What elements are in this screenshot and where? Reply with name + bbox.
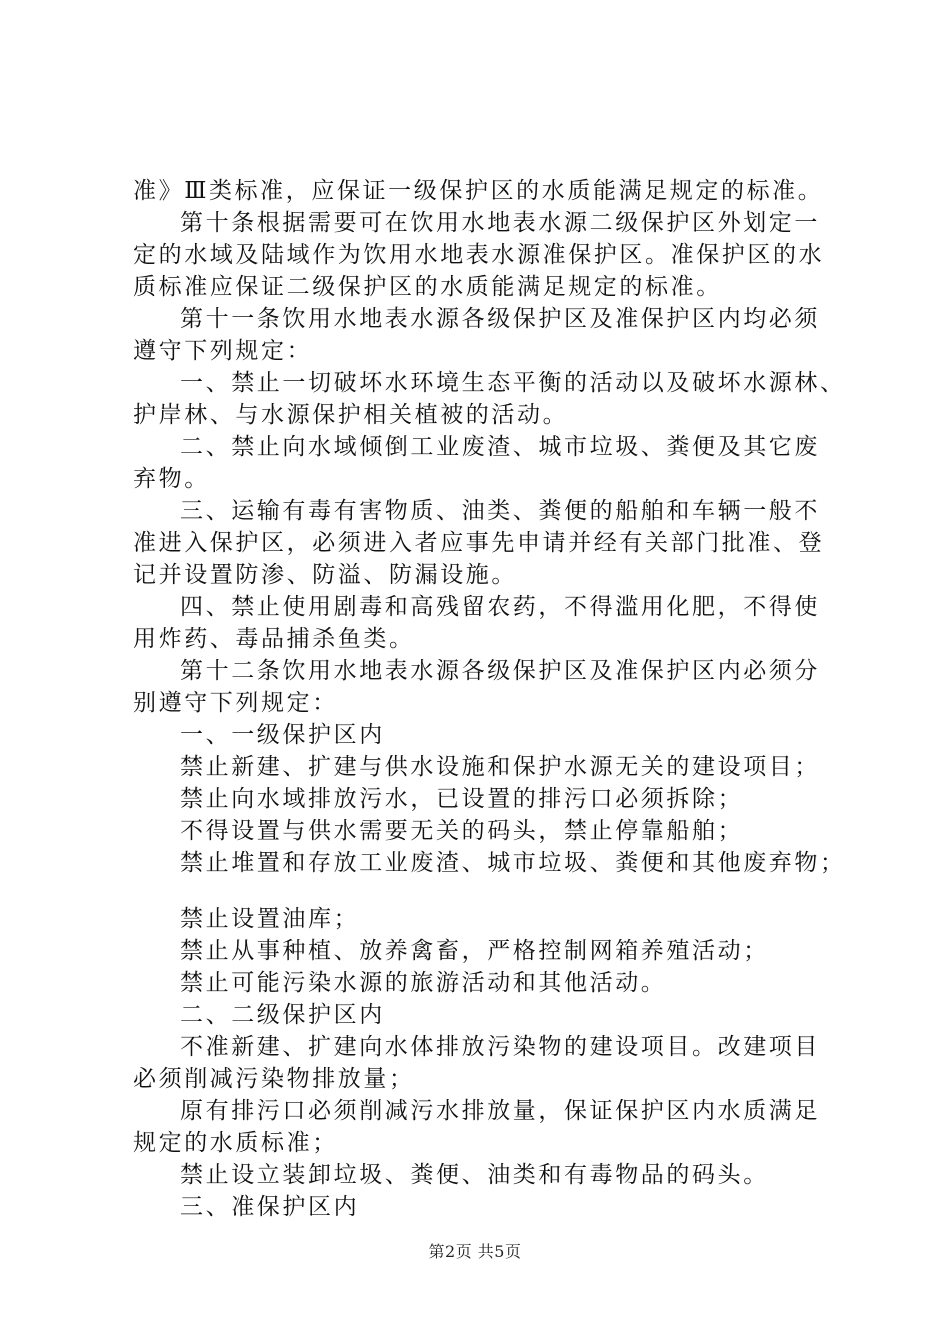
paragraph-line: 禁止设立装卸垃圾、粪便、油类和有毒物品的码头。 [180, 1162, 769, 1188]
paragraph-line: 规定的水质标准； [133, 1130, 338, 1156]
paragraph-line: 护岸林、与水源保护相关植被的活动。 [133, 402, 569, 428]
paragraph-line: 四、禁止使用剧毒和高残留农药，不得滥用化肥，不得使 [180, 594, 820, 620]
section-heading: 三、准保护区内 [180, 1194, 360, 1220]
paragraph-line: 准》Ⅲ类标准，应保证一级保护区的水质能满足规定的标准。 [133, 178, 824, 204]
paragraph-line: 必须削减污染物排放量； [133, 1066, 415, 1092]
paragraph-line: 三、运输有毒有害物质、油类、粪便的船舶和车辆一般不 [180, 498, 820, 524]
paragraph-line: 禁止堆置和存放工业废渣、城市垃圾、粪便和其他废弃物； [180, 850, 846, 876]
paragraph-line: 禁止向水域排放污水，已设置的排污口必须拆除； [180, 786, 744, 812]
paragraph-line: 定的水域及陆域作为饮用水地表水源准保护区。准保护区的水 [133, 242, 825, 268]
paragraph-line: 质标准应保证二级保护区的水质能满足规定的标准。 [133, 274, 722, 300]
paragraph-line: 准进入保护区，必须进入者应事先申请并经有关部门批准、登 [133, 530, 825, 556]
paragraph-line: 禁止新建、扩建与供水设施和保护水源无关的建设项目； [180, 754, 820, 780]
paragraph-line: 不得设置与供水需要无关的码头，禁止停靠船舶； [180, 818, 744, 844]
paragraph-line: 第十条根据需要可在饮用水地表水源二级保护区外划定一 [180, 210, 820, 236]
page-footer: 第2页 共5页 [428, 1242, 522, 1261]
paragraph-line: 第十一条饮用水地表水源各级保护区及准保护区内均必须 [180, 306, 820, 332]
paragraph-line: 用炸药、毒品捕杀鱼类。 [133, 626, 415, 652]
paragraph-line: 弃物。 [133, 466, 210, 492]
paragraph-line: 禁止设置油库； [180, 906, 360, 932]
section-heading: 二、二级保护区内 [180, 1002, 385, 1028]
paragraph-line: 别遵守下列规定： [133, 690, 338, 716]
paragraph-line: 不准新建、扩建向水体排放污染物的建设项目。改建项目 [180, 1034, 820, 1060]
paragraph-line: 第十二条饮用水地表水源各级保护区及准保护区内必须分 [180, 658, 820, 684]
paragraph-line: 原有排污口必须削减污水排放量，保证保护区内水质满足 [180, 1098, 820, 1124]
paragraph-line: 二、禁止向水域倾倒工业废渣、城市垃圾、粪便及其它废 [180, 434, 820, 460]
section-heading: 一、一级保护区内 [180, 722, 385, 748]
paragraph-line: 遵守下列规定： [133, 338, 313, 364]
paragraph-line: 禁止从事种植、放养禽畜，严格控制网箱养殖活动； [180, 938, 769, 964]
paragraph-line: 禁止可能污染水源的旅游活动和其他活动。 [180, 970, 667, 996]
paragraph-line: 一、禁止一切破坏水环境生态平衡的活动以及破坏水源林、 [180, 370, 846, 396]
paragraph-line: 记并设置防渗、防溢、防漏设施。 [133, 562, 517, 588]
